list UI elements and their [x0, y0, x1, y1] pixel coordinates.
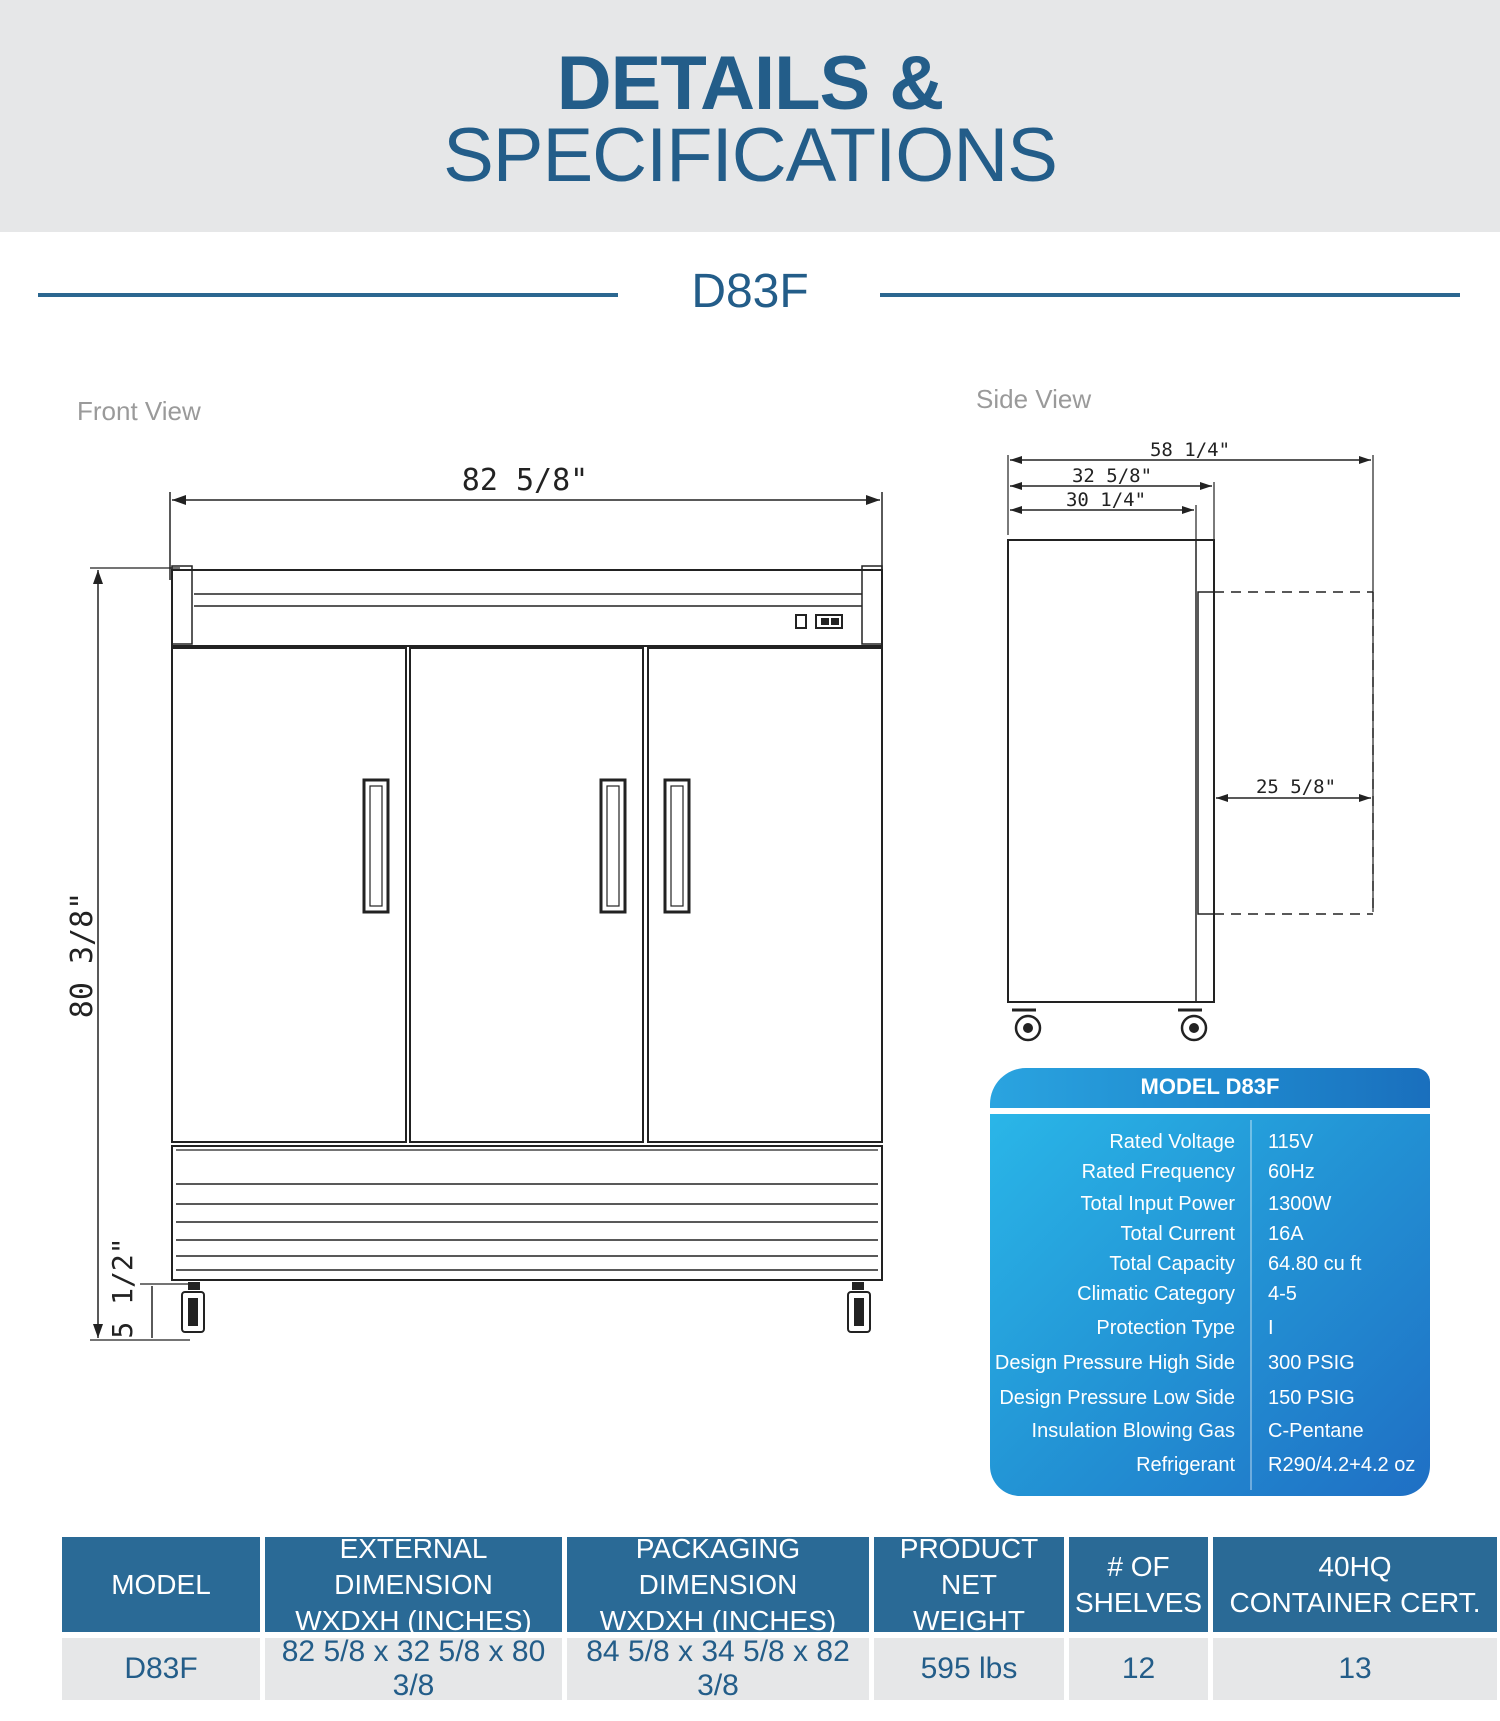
- header-net-weight: PRODUCT NET WEIGHT: [874, 1537, 1064, 1632]
- side-overall-label: 58 1/4": [1149, 439, 1231, 461]
- door-swing-label: 25 5/8": [1255, 776, 1337, 798]
- cell-net-weight: 595 lbs: [874, 1638, 1064, 1700]
- spec-key: Total Current: [1120, 1223, 1235, 1245]
- spec-row: [990, 1352, 1430, 1382]
- spec-row: [990, 1317, 1430, 1347]
- header-packaging-dimension: PACKAGING DIMENSION WXDXH (INCHES): [567, 1537, 869, 1632]
- side-depth-label: 32 5/8": [1071, 465, 1153, 487]
- spec-row: [990, 1223, 1430, 1253]
- side-body-label: 30 1/4": [1065, 489, 1147, 511]
- cell-shelves: 12: [1069, 1638, 1208, 1700]
- spec-key: Refrigerant: [1136, 1454, 1235, 1476]
- spec-row: [990, 1387, 1430, 1417]
- spec-card-tab: [990, 1068, 1430, 1108]
- front-height-label: 80 3/8": [65, 891, 100, 1019]
- spec-value: 60Hz: [1268, 1161, 1315, 1183]
- spec-value: 1300W: [1268, 1193, 1332, 1215]
- spec-row: [990, 1420, 1430, 1450]
- spec-value: 16A: [1268, 1223, 1304, 1245]
- spec-key: Climatic Category: [1077, 1283, 1235, 1305]
- spec-value: 64.80 cu ft: [1268, 1253, 1362, 1275]
- spec-row: [990, 1454, 1430, 1484]
- spec-card-title: MODEL D83F: [1140, 1074, 1280, 1099]
- spec-row: [990, 1253, 1430, 1283]
- spec-row: [990, 1131, 1430, 1161]
- page-title-line1: DETAILS &: [556, 41, 944, 126]
- spec-key: Rated Frequency: [1081, 1161, 1235, 1183]
- spec-value: C-Pentane: [1268, 1420, 1364, 1442]
- page-title-line2: SPECIFICATIONS: [443, 113, 1057, 198]
- front-width-label: 82 5/8": [461, 463, 589, 498]
- header-model: MODEL: [62, 1537, 260, 1632]
- spec-value: 300 PSIG: [1268, 1352, 1355, 1374]
- model-heading: D83F: [691, 265, 809, 318]
- spec-key: Design Pressure High Side: [994, 1352, 1235, 1374]
- spec-row: [990, 1161, 1430, 1191]
- spec-value: R290/4.2+4.2 oz: [1268, 1454, 1416, 1476]
- leg-height-label: 5 1/2": [106, 1237, 139, 1339]
- cell-packaging-dimension: 84 5/8 x 34 5/8 x 82 3/8: [567, 1638, 869, 1700]
- spec-value: 115V: [1268, 1131, 1314, 1153]
- spec-key: Design Pressure Low Side: [999, 1387, 1235, 1409]
- spec-row: [990, 1193, 1430, 1223]
- front-view-label: Front View: [77, 396, 201, 426]
- spec-value: 150 PSIG: [1268, 1387, 1355, 1409]
- header-container-cert: 40HQ CONTAINER CERT.: [1213, 1537, 1497, 1632]
- header-external-dimension: EXTERNAL DIMENSION WXDXH (INCHES): [265, 1537, 562, 1632]
- spec-key: Total Capacity: [1109, 1253, 1235, 1275]
- spec-value: 4-5: [1268, 1283, 1297, 1305]
- spec-key: Rated Voltage: [1109, 1131, 1235, 1153]
- spec-key: Protection Type: [1096, 1317, 1235, 1339]
- cell-model: D83F: [62, 1638, 260, 1700]
- side-view-label: Side View: [976, 384, 1092, 414]
- header-shelves: # OF SHELVES: [1069, 1537, 1208, 1632]
- cell-external-dimension: 82 5/8 x 32 5/8 x 80 3/8: [265, 1638, 562, 1700]
- spec-row: [990, 1283, 1430, 1313]
- spec-value: I: [1268, 1317, 1274, 1339]
- spec-key: Insulation Blowing Gas: [1031, 1420, 1235, 1442]
- spec-key: Total Input Power: [1080, 1193, 1235, 1215]
- cell-container-cert: 13: [1213, 1638, 1497, 1700]
